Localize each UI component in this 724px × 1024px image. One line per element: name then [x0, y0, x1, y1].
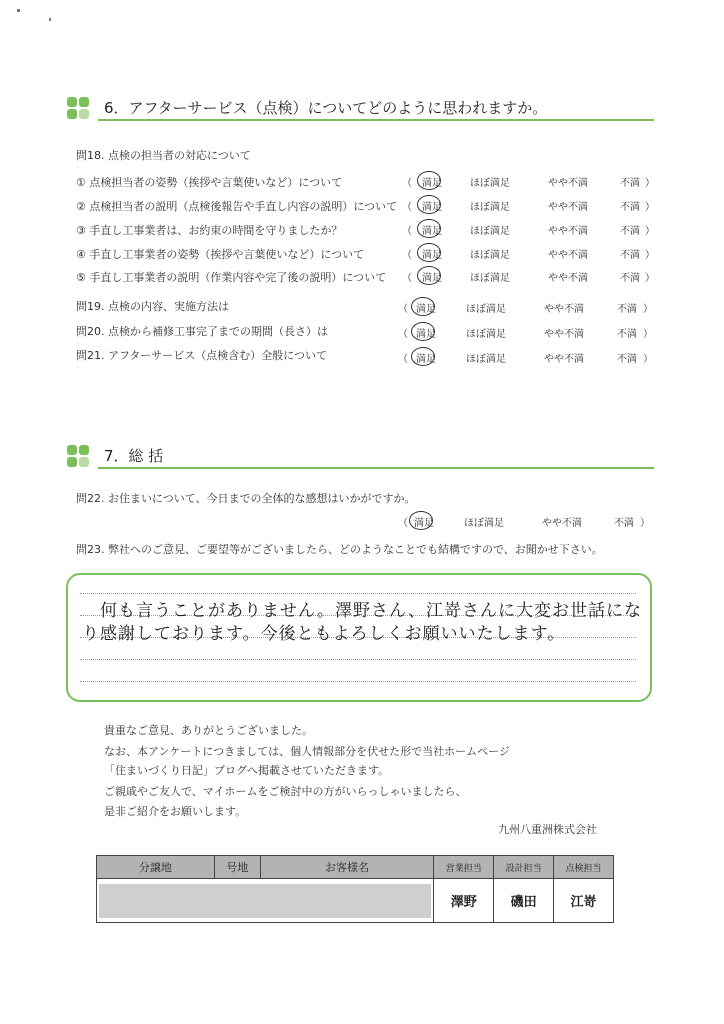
paren-close: ） [645, 273, 655, 284]
paren-open: （ [398, 304, 408, 315]
handwritten-comment-line-1: 何も言うことがありません。澤野さん、江嵜さんに大変お世話にな [100, 601, 643, 621]
option-mostly-satisfied: ほぼ満足 [466, 329, 506, 340]
selected-circle [411, 297, 435, 316]
paren-open: （ [402, 202, 412, 213]
closing-line-4: ご親戚やご友人で、マイホームをご検討中の方がいらっしゃいましたら、 [104, 785, 467, 798]
redacted-customer-info [97, 879, 434, 923]
selected-circle [417, 195, 441, 214]
option-dissatisfied: 不満 [617, 304, 637, 315]
paren-close: ） [640, 518, 650, 529]
answer-satisfied: 満足 [422, 178, 442, 189]
paren-open: （ [402, 250, 412, 261]
paren-open: （ [402, 273, 412, 284]
option-mostly-satisfied: ほぼ満足 [470, 178, 510, 189]
question-label: 問21. アフターサービス（点検含む）全般について [76, 349, 327, 362]
paren-close: ） [645, 202, 655, 213]
option-somewhat-dissatisfied: やや不満 [548, 178, 588, 189]
answer-satisfied: 満足 [416, 354, 436, 365]
option-dissatisfied: 不満 [617, 354, 637, 365]
company-name: 九州八重洲株式会社 [498, 823, 597, 836]
section6-title: 6．アフターサービス（点検）についてどのように思われますか。 [104, 99, 548, 117]
clover-icon [67, 445, 89, 467]
closing-line-5: 是非ご紹介をお願いします。 [104, 805, 247, 818]
selected-circle [417, 243, 441, 262]
paren-open: （ [398, 329, 408, 340]
option-dissatisfied: 不満 [620, 226, 640, 237]
paren-open: （ [398, 354, 408, 365]
ruled-line [80, 681, 636, 682]
option-somewhat-dissatisfied: やや不満 [548, 226, 588, 237]
option-somewhat-dissatisfied: やや不満 [544, 329, 584, 340]
answer-satisfied: 満足 [416, 304, 436, 315]
option-somewhat-dissatisfied: やや不満 [548, 202, 588, 213]
question-label: 問20. 点検から補修工事完了までの期間（長さ）は [76, 325, 328, 338]
closing-line-2: なお、本アンケートにつきましては、個人情報部分を伏せた形で当社ホームページ [104, 745, 510, 758]
paren-close: ） [643, 354, 653, 365]
option-mostly-satisfied: ほぼ満足 [470, 250, 510, 261]
header-inspection: 点検担当 [554, 856, 614, 879]
q22-label: 問22. お住まいについて、今日までの全体的な感想はいかがですか。 [76, 492, 416, 505]
question-label: ① 点検担当者の姿勢（挨拶や言葉使いなど）について [76, 176, 343, 189]
question-label: ④ 手直し工事業者の姿勢（挨拶や言葉使いなど）について [76, 248, 365, 261]
paren-open: （ [398, 518, 408, 529]
option-somewhat-dissatisfied: やや不満 [548, 273, 588, 284]
option-dissatisfied: 不満 [620, 202, 640, 213]
option-somewhat-dissatisfied: やや不満 [542, 518, 582, 529]
inspection-staff: 江嵜 [554, 879, 614, 923]
scan-mark [49, 18, 51, 21]
option-dissatisfied: 不満 [620, 273, 640, 284]
design-staff: 磯田 [494, 879, 554, 923]
option-mostly-satisfied: ほぼ満足 [466, 304, 506, 315]
q18-heading: 問18. 点検の担当者の対応について [76, 149, 251, 162]
header-lot: 分譲地 [97, 856, 215, 879]
selected-circle [411, 322, 435, 341]
option-mostly-satisfied: ほぼ満足 [470, 226, 510, 237]
paren-open: （ [402, 178, 412, 189]
option-mostly-satisfied: ほぼ満足 [470, 202, 510, 213]
option-dissatisfied: 不満 [617, 329, 637, 340]
header-lot-number: 号地 [214, 856, 260, 879]
q23-label: 問23. 弊社へのご意見、ご要望等がございましたら、どのようなことでも結構ですので、お聞かせ下さい。 [76, 543, 603, 556]
section6-divider [98, 119, 654, 121]
option-somewhat-dissatisfied: やや不満 [544, 304, 584, 315]
closing-line-1: 貴重なご意見、ありがとうございました。 [104, 724, 313, 737]
option-somewhat-dissatisfied: やや不満 [544, 354, 584, 365]
ruled-line [80, 593, 636, 594]
question-label: 問19. 点検の内容、実施方法は [76, 300, 229, 313]
paren-open: （ [402, 226, 412, 237]
question-label: ③ 手直し工事業者は、お約束の時間を守りましたか？ [76, 224, 343, 237]
ruled-line [80, 659, 636, 660]
selected-circle [417, 219, 441, 238]
option-mostly-satisfied: ほぼ満足 [464, 518, 504, 529]
clover-icon [67, 97, 89, 119]
answer-satisfied: 満足 [422, 273, 442, 284]
answer-satisfied: 満足 [414, 518, 434, 529]
selected-circle [409, 511, 433, 530]
handwritten-comment-line-2: り感謝しております。今後ともよろしくお願いいたします。 [82, 624, 566, 644]
option-mostly-satisfied: ほぼ満足 [466, 354, 506, 365]
question-label: ⑤ 手直し工事業者の説明（作業内容や完了後の説明）について [76, 271, 387, 284]
option-somewhat-dissatisfied: やや不満 [548, 250, 588, 261]
option-dissatisfied: 不満 [614, 518, 634, 529]
option-mostly-satisfied: ほぼ満足 [470, 273, 510, 284]
paren-close: ） [645, 250, 655, 261]
sales-staff: 澤野 [434, 879, 494, 923]
header-design: 設計担当 [494, 856, 554, 879]
answer-satisfied: 満足 [416, 329, 436, 340]
selected-circle [417, 171, 441, 190]
redaction-block [99, 884, 431, 918]
scan-mark [17, 9, 20, 12]
header-customer-name: お客様名 [260, 856, 434, 879]
selected-circle [417, 266, 441, 285]
question-label: ② 点検担当者の説明（点検後報告や手直し内容の説明）について [76, 200, 398, 213]
paren-close: ） [645, 226, 655, 237]
paren-close: ） [643, 329, 653, 340]
staff-table [96, 855, 614, 923]
section7-title: 7．総 括 [104, 447, 164, 465]
answer-satisfied: 満足 [422, 202, 442, 213]
selected-circle [411, 347, 435, 366]
header-sales: 営業担当 [434, 856, 494, 879]
paren-close: ） [645, 178, 655, 189]
answer-satisfied: 満足 [422, 250, 442, 261]
option-dissatisfied: 不満 [620, 178, 640, 189]
option-dissatisfied: 不満 [620, 250, 640, 261]
closing-line-3: 「住まいづくり日記」ブログへ掲載させていただきます。 [104, 764, 390, 777]
section7-divider [98, 467, 654, 469]
answer-satisfied: 満足 [422, 226, 442, 237]
paren-close: ） [643, 304, 653, 315]
